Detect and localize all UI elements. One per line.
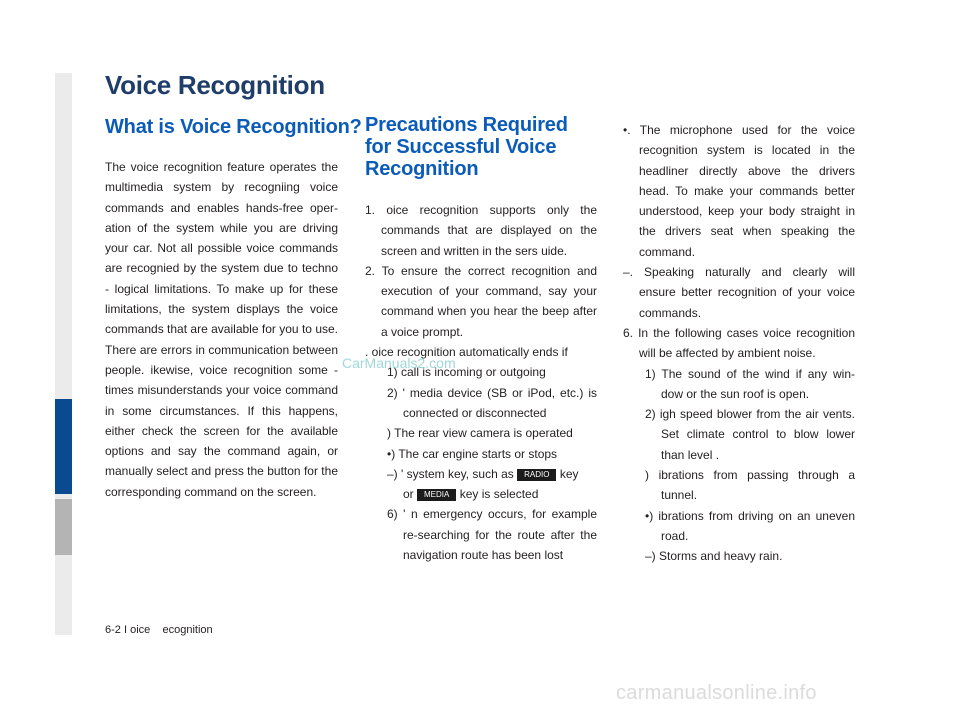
list-item: 1. oice recognition supports only the commands that are displayed on the screen and written in the sers uide. [365, 203, 597, 258]
precautions-heading-line: Recognition [365, 158, 479, 180]
list-item: ) The rear view camera is operated [387, 426, 573, 441]
intro-paragraph: The voice recognition feature operates the multimedia system by recogniing voice commands and enables hands-free oper- ation of the system while you are driving your car. Not all possible voice commands are recognied by the system due to techno - logical limitations. To make up for these limitations, the system displays the voice commands that are available for you to use. There are errors in communication between people. ikewise, voice recognition some - times misunderstands your voice command in some circumstances. If this happens, either check the screen for the available options and say the command again, or manually select and press the button for the corresponding command on the screen. [105, 160, 338, 499]
list-item: ) ibrations from passing through a tunnel. [645, 468, 855, 503]
footer-section: oice ecognition [130, 624, 213, 636]
precautions-list [365, 200, 597, 565]
list-item: . oice recognition automatically ends if [365, 345, 568, 360]
list-item: 6. In the following cases voice recognition will be affected by ambient noise. [623, 325, 855, 361]
key-item-prefix: –) ' system key, such as [387, 466, 514, 481]
list-item: 2. To ensure the correct recognition and execution of your command, say your command when you hear the beep after a voice prompt. [365, 263, 597, 339]
footer-separator: I [120, 624, 131, 636]
page-footer [105, 624, 213, 636]
chapter-tab [55, 499, 72, 555]
list-item: •. The microphone used for the voice recognition system is located in the headliner directly above the drivers head. To make your commands better understood, keep your body straight in the drivers seat when speaking the command. [623, 123, 855, 259]
list-item: 1) The sound of the wind if any win- dow or the sun roof is open. [645, 366, 855, 401]
list-item-key [365, 464, 597, 505]
key-item-end: key is selected [459, 487, 539, 502]
what-is-heading: What is Voice Recognition? [105, 116, 362, 138]
list-item: 2) igh speed blower from the air vents. Set climate control to blow lower than level . [645, 407, 855, 462]
list-item: –. Speaking naturally and clearly will ensure better recognition of your voice commands. [623, 265, 855, 320]
list-item: 2) ' media device (SB or iPod, etc.) is connected or disconnected [387, 385, 597, 420]
list-item: •) The car engine starts or stops [387, 446, 558, 461]
list-item: 1) call is incoming or outgoing [387, 365, 546, 380]
precautions-heading-line: for Successful Voice [365, 136, 557, 158]
source-watermark: carmanualsonline.info [616, 682, 817, 704]
page-title: Voice Recognition [105, 70, 325, 100]
list-item: –) Storms and heavy rain. [645, 549, 783, 564]
radio-key-badge: RADIO [517, 469, 556, 481]
key-item-suffix: key [559, 466, 579, 481]
watermark: CarManuals2.com [342, 355, 456, 371]
page-number: 6-2 [105, 624, 121, 636]
chapter-tab-active [55, 399, 72, 494]
precautions-heading-line: Precautions Required [365, 114, 568, 136]
list-item: 6) ' n emergency occurs, for example re-searching for the route after the navigation route has been lost [387, 507, 597, 563]
precautions-list-continued [623, 120, 855, 567]
key-item-or: or [403, 487, 414, 502]
precautions-heading [365, 114, 568, 180]
media-key-badge: MEDIA [417, 489, 456, 501]
list-item: •) ibrations from driving on an uneven road. [645, 508, 855, 543]
